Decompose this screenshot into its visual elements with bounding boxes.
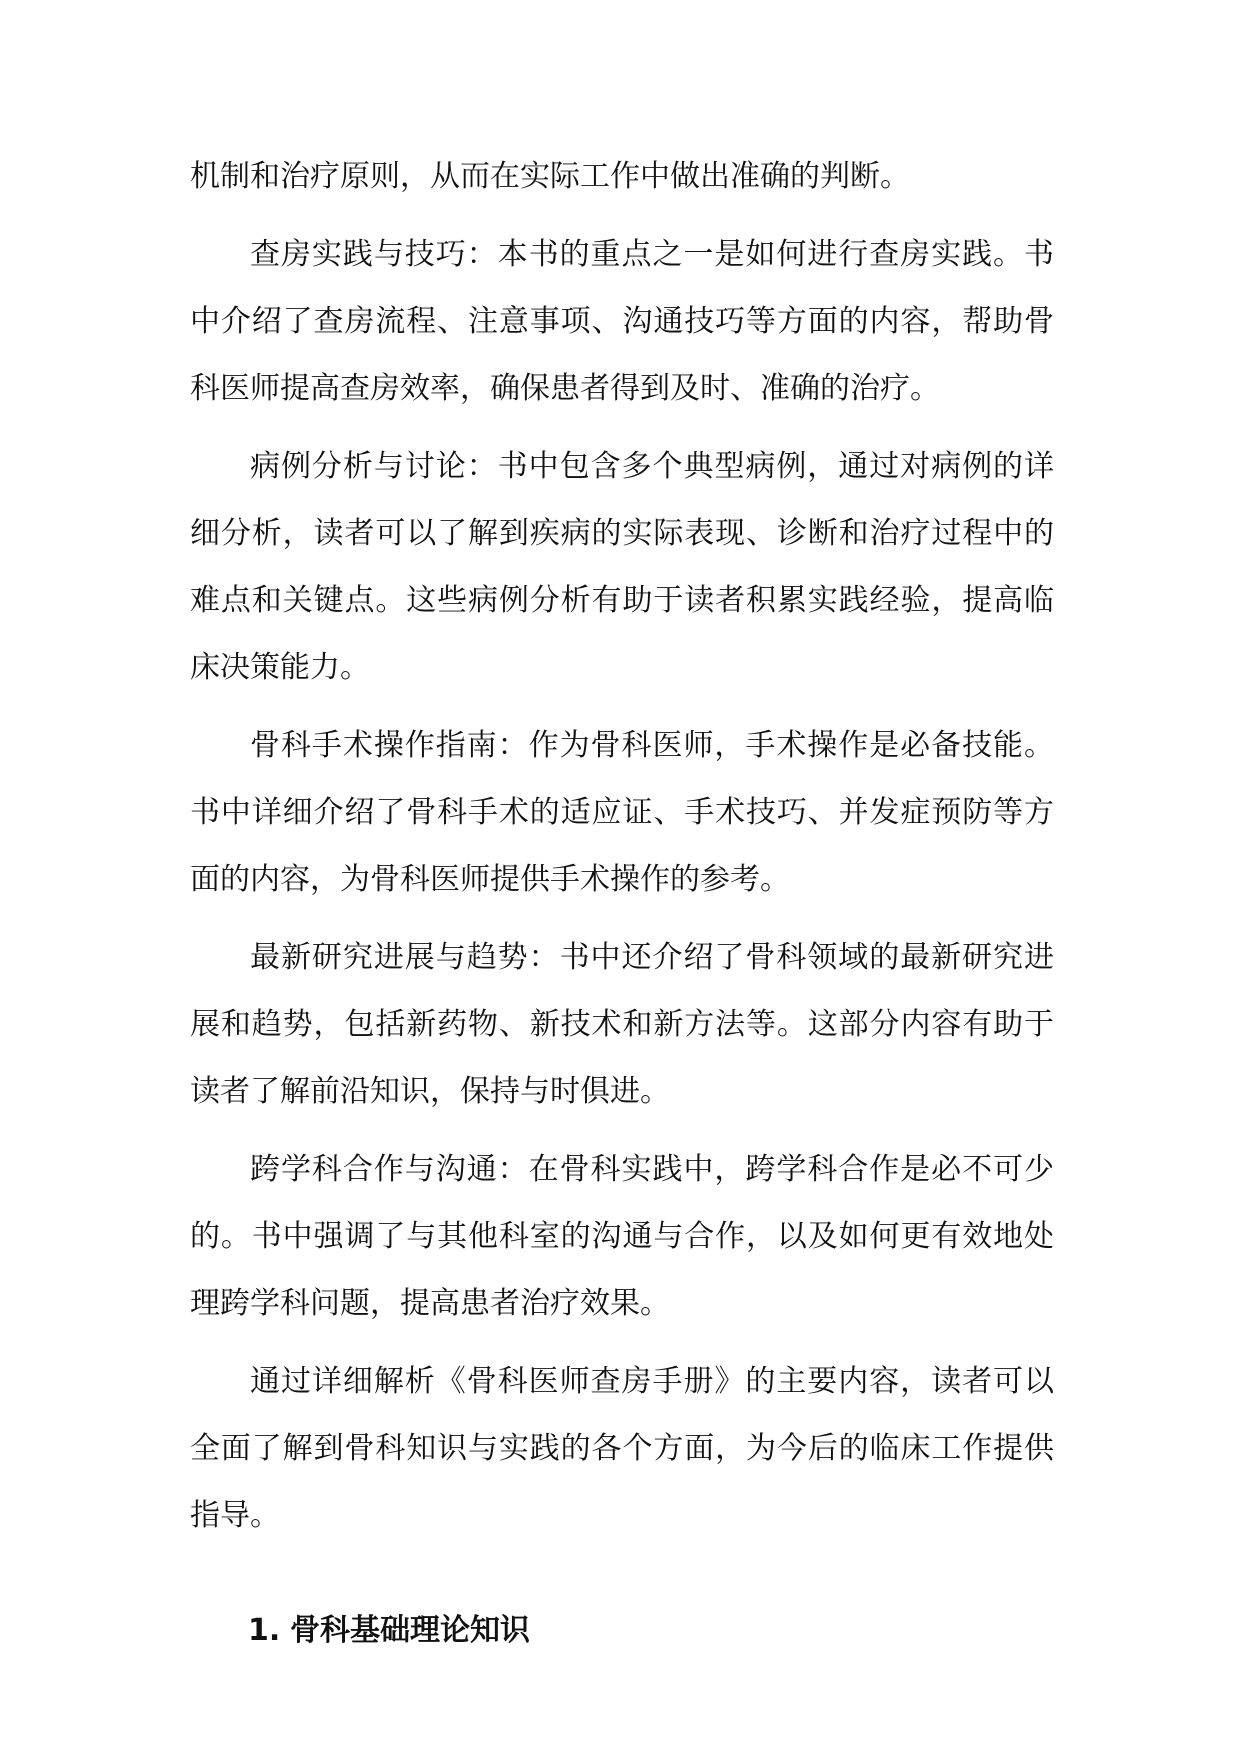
- paragraph-surgery-guide: 骨科手术操作指南：作为骨科医师，手术操作是必备技能。书中详细介绍了骨科手术的适应证、手术技巧、并发症预防等方面的内容，为骨科医师提供手术操作的参考。: [190, 728, 1054, 897]
- paragraph-case-analysis: 病例分析与讨论：书中包含多个典型病例，通过对病例的详细分析，读者可以了解到疾病的实际表现、诊断和治疗过程中的难点和关键点。这些病例分析有助于读者积累实践经验，提高临床决策能力。: [190, 449, 1054, 685]
- paragraph-ward-round-practice: 查房实践与技巧：本书的重点之一是如何进行查房实践。书中介绍了查房流程、注意事项、沟通技巧等方面的内容，帮助骨科医师提高查房效率，确保患者得到及时、准确的治疗。: [190, 237, 1054, 406]
- paragraph-interdisciplinary: 跨学科合作与沟通：在骨科实践中，跨学科合作是必不可少的。书中强调了与其他科室的沟通与合作，以及如何更有效地处理跨学科问题，提高患者治疗效果。: [190, 1152, 1054, 1321]
- paragraph-summary: 通过详细解析《骨科医师查房手册》的主要内容，读者可以全面了解到骨科知识与实践的各个方面，为今后的临床工作提供指导。: [190, 1364, 1054, 1533]
- section-heading: [190, 1597, 1054, 1664]
- paragraph-latest-research: 最新研究进展与趋势：书中还介绍了骨科领域的最新研究进展和趋势，包括新药物、新技术和新方法等。这部分内容有助于读者了解前沿知识，保持与时俱进。: [190, 940, 1054, 1109]
- section-title: 骨科基础理论知识: [290, 1613, 530, 1648]
- document-body: [190, 143, 1054, 1664]
- section-number: 1.: [248, 1613, 281, 1648]
- paragraph-continuation: 机制和治疗原则，从而在实际工作中做出准确的判断。: [190, 159, 910, 194]
